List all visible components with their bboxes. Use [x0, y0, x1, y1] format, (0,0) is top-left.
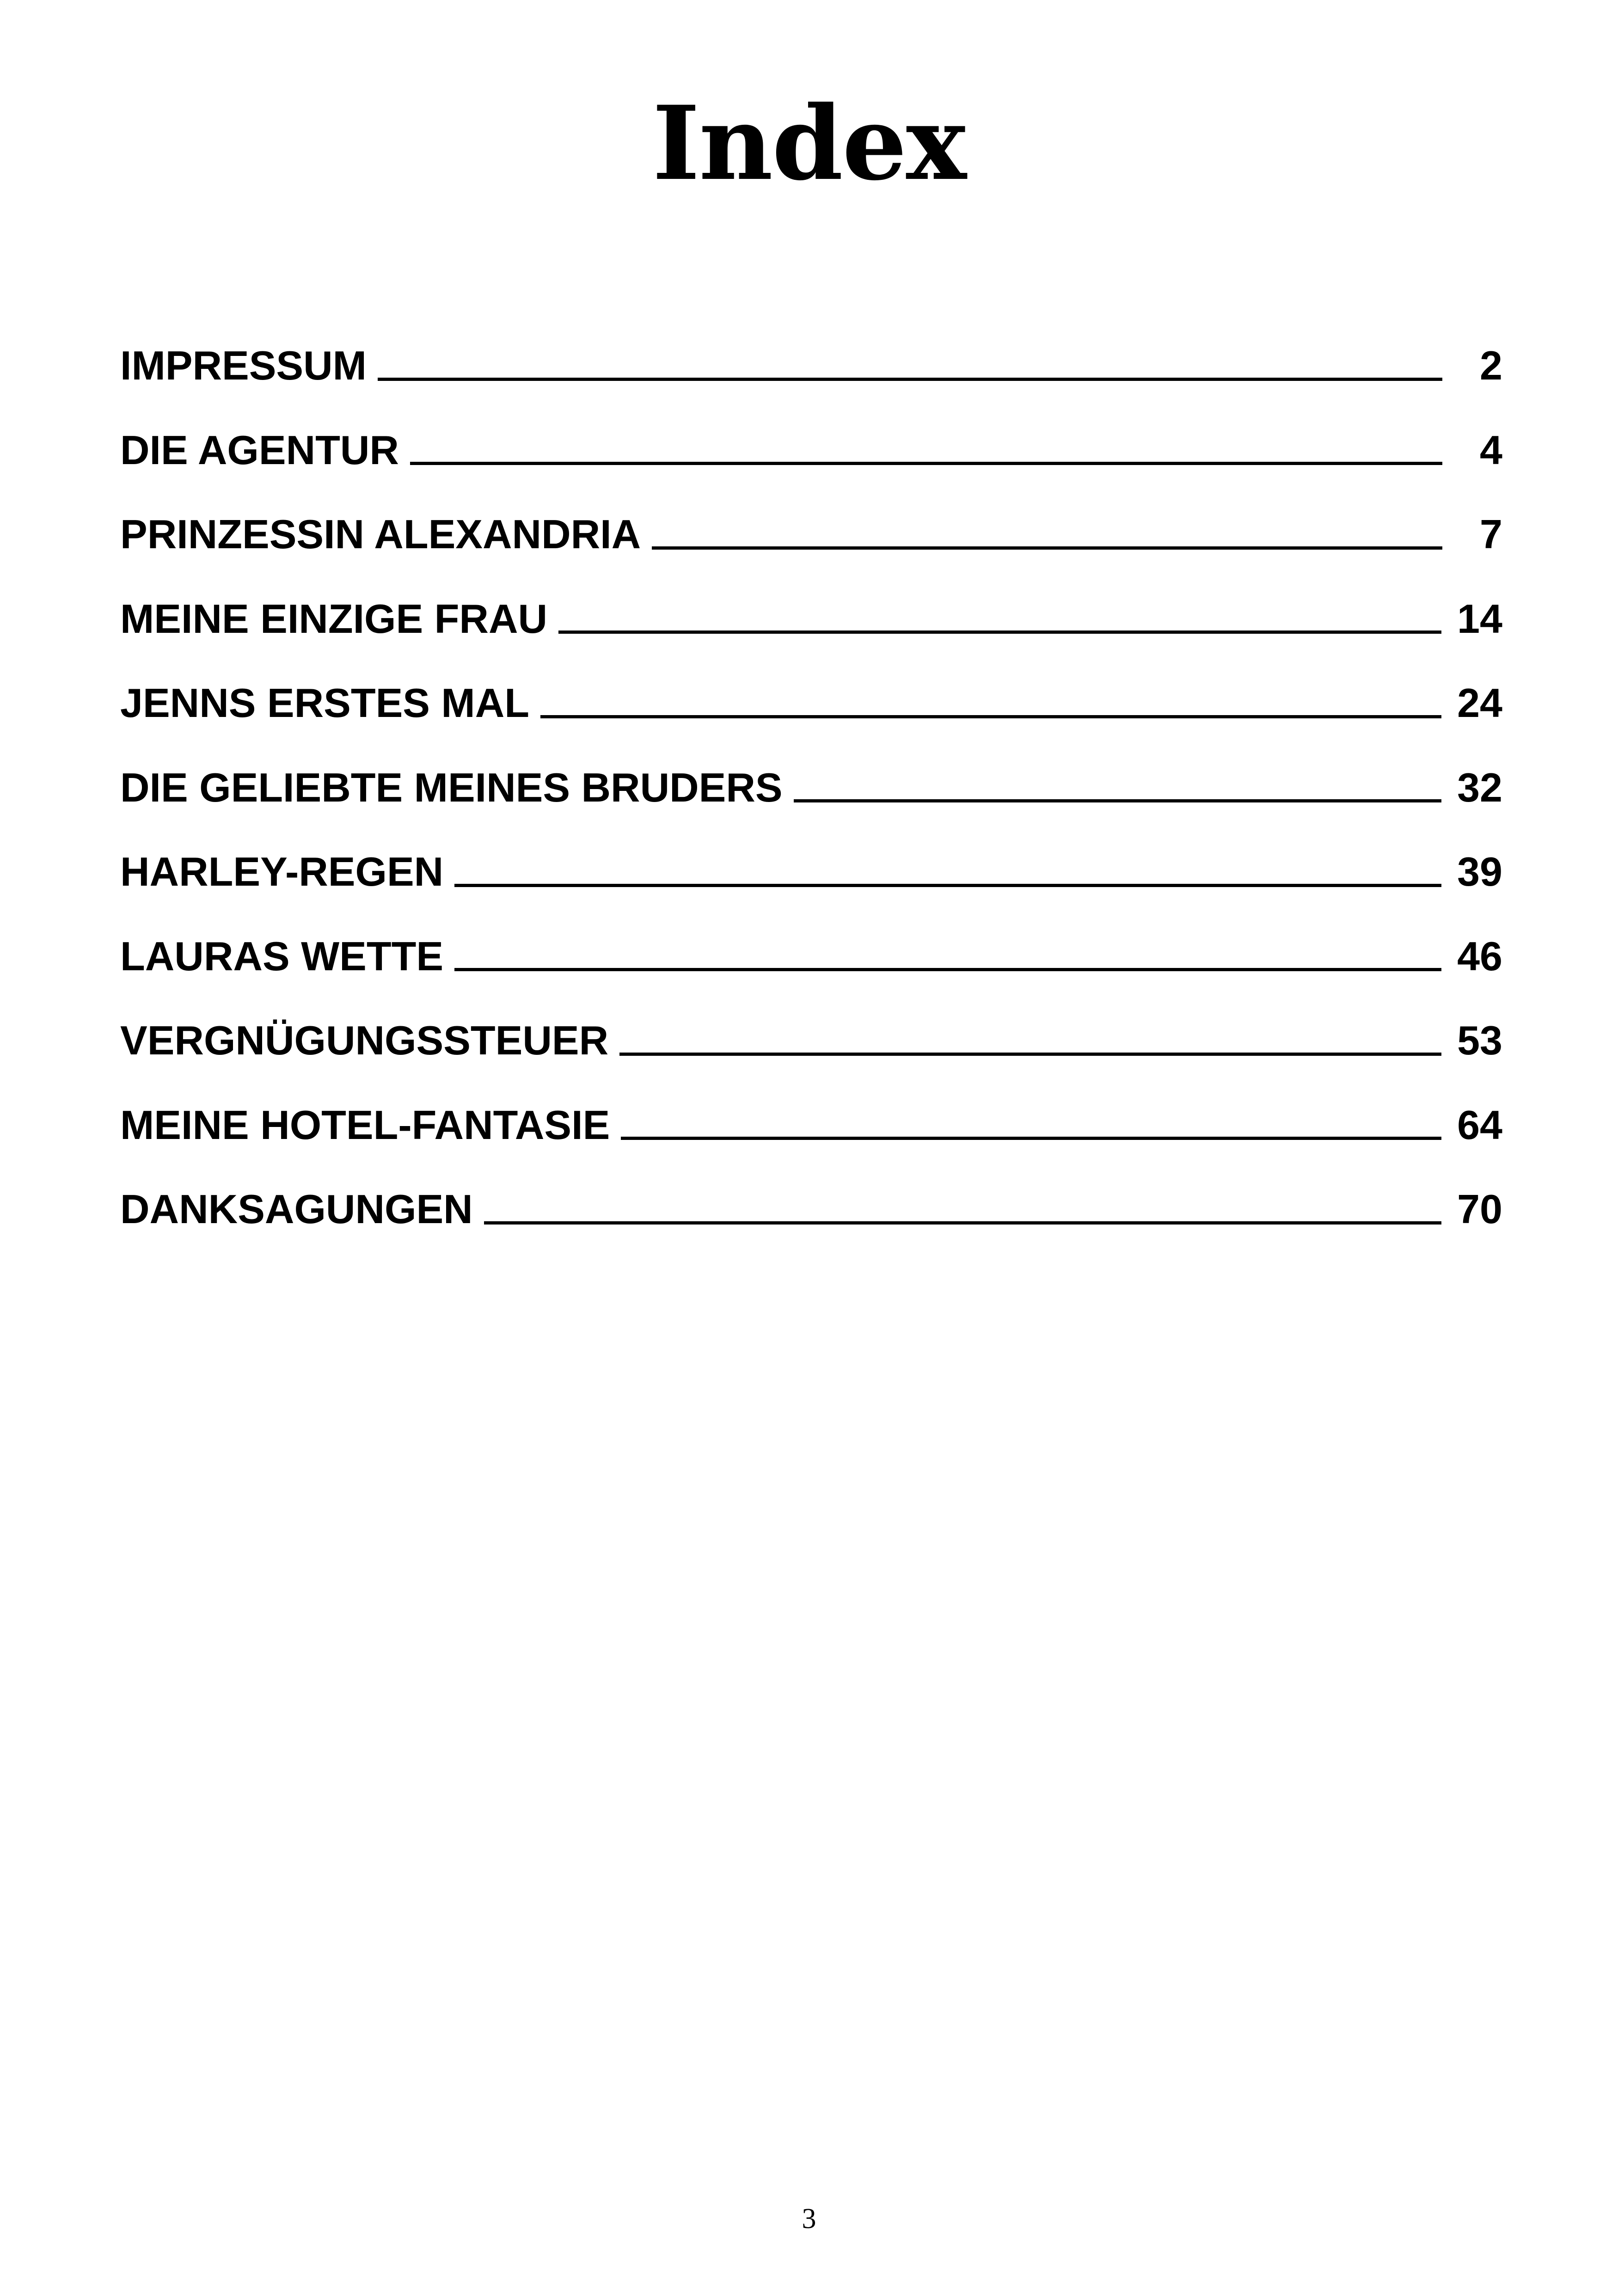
- toc-entry-danksagungen[interactable]: [120, 1167, 1502, 1252]
- toc-entry-meine-hotel-fantasie[interactable]: [120, 1083, 1502, 1168]
- toc-entry-title: VERGNÜGUNGSSTEUER: [120, 1017, 609, 1064]
- toc-entry-title: MEINE HOTEL-FANTASIE: [120, 1102, 610, 1148]
- toc-entry-meine-einzige-frau[interactable]: [120, 577, 1502, 661]
- toc-entry-page: 32: [1457, 764, 1502, 810]
- toc-entry-page: 7: [1480, 511, 1502, 557]
- toc-entry-title: DIE AGENTUR: [120, 427, 399, 473]
- toc-leader-line: [484, 1221, 1441, 1225]
- page-title: Index: [652, 83, 966, 203]
- toc-entry-page: 14: [1457, 595, 1502, 642]
- toc-entry-lauras-wette[interactable]: [120, 914, 1502, 999]
- toc-entry-title: HARLEY-REGEN: [120, 849, 444, 895]
- table-of-contents: [120, 324, 1502, 1252]
- toc-leader-line: [540, 715, 1441, 718]
- toc-leader-line: [454, 968, 1441, 971]
- toc-leader-line: [794, 799, 1441, 802]
- toc-leader-line: [454, 884, 1441, 887]
- page-number: 3: [802, 2203, 816, 2235]
- toc-entry-page: 4: [1480, 427, 1502, 473]
- toc-leader-line: [558, 631, 1441, 634]
- toc-entry-title: DIE GELIEBTE MEINES BRUDERS: [120, 764, 783, 810]
- toc-entry-title: LAURAS WETTE: [120, 933, 444, 979]
- toc-leader-line: [652, 546, 1442, 550]
- toc-leader-line: [410, 462, 1442, 465]
- toc-entry-page: 70: [1457, 1186, 1502, 1232]
- toc-entry-page: 2: [1480, 343, 1502, 389]
- toc-leader-line: [378, 378, 1442, 381]
- toc-entry-harley-regen[interactable]: [120, 830, 1502, 914]
- toc-entry-jenns-erstes-mal[interactable]: [120, 661, 1502, 746]
- toc-entry-prinzessin-alexandria[interactable]: [120, 492, 1502, 577]
- toc-entry-impressum[interactable]: [120, 324, 1502, 408]
- toc-leader-line: [621, 1137, 1441, 1140]
- toc-entry-die-agentur[interactable]: [120, 408, 1502, 493]
- toc-entry-vergnuegungssteuer[interactable]: [120, 998, 1502, 1083]
- toc-entry-page: 46: [1457, 933, 1502, 979]
- toc-entry-page: 53: [1457, 1017, 1502, 1064]
- toc-entry-title: JENNS ERSTES MAL: [120, 680, 530, 726]
- toc-entry-die-geliebte-meines-bruders[interactable]: [120, 746, 1502, 830]
- toc-entry-title: MEINE EINZIGE FRAU: [120, 595, 548, 642]
- toc-leader-line: [619, 1053, 1441, 1056]
- toc-entry-title: DANKSAGUNGEN: [120, 1186, 473, 1232]
- toc-entry-page: 39: [1457, 849, 1502, 895]
- toc-entry-page: 24: [1457, 680, 1502, 726]
- toc-entry-page: 64: [1457, 1102, 1502, 1148]
- toc-entry-title: IMPRESSUM: [120, 343, 367, 389]
- toc-entry-title: PRINZESSIN ALEXANDRIA: [120, 511, 641, 557]
